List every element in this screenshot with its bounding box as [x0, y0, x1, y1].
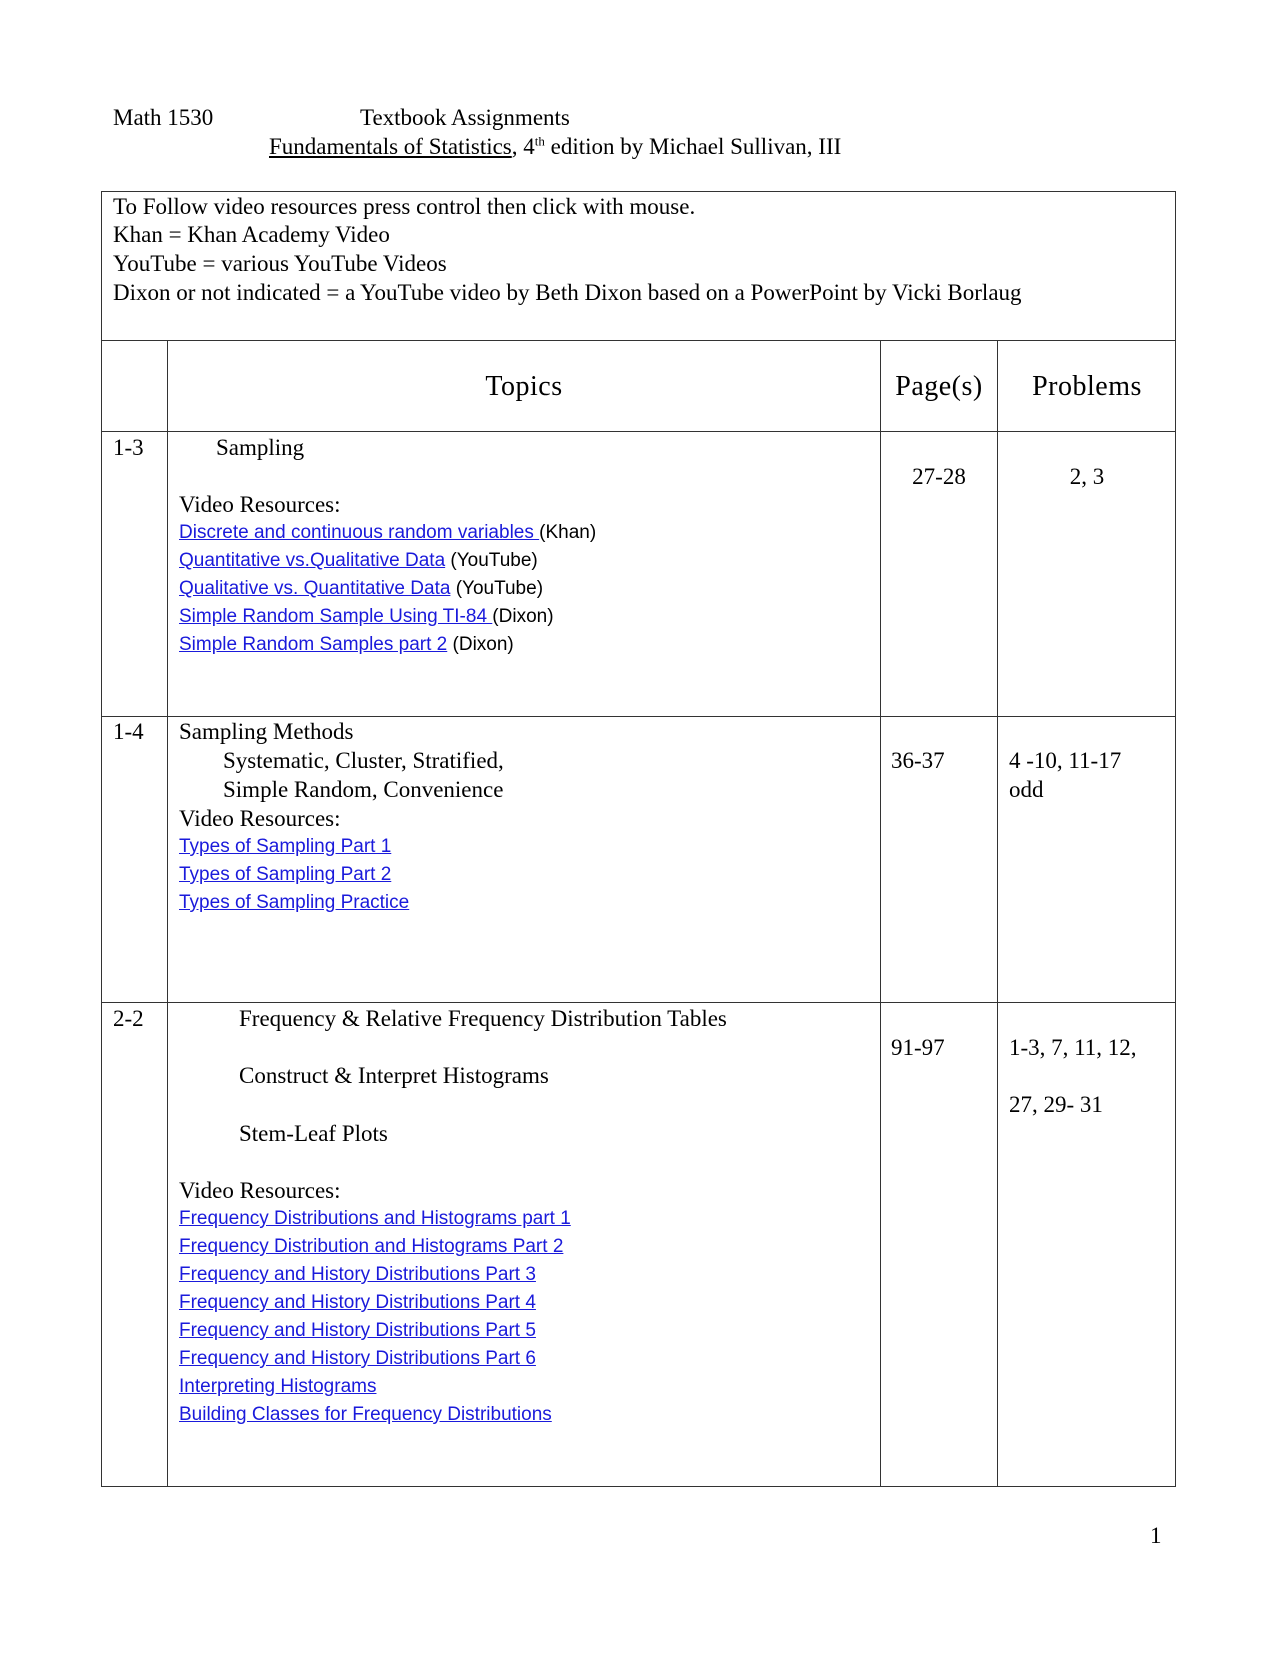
- problems-value: 1-3, 7, 11, 12,: [1009, 1035, 1137, 1060]
- video-link-row: [179, 861, 391, 888]
- video-link[interactable]: Frequency Distribution and Histograms Part 2: [179, 1236, 564, 1257]
- video-source: (Khan): [539, 522, 597, 543]
- video-link-row: [179, 1317, 536, 1344]
- video-link[interactable]: Types of Sampling Part 2: [179, 864, 392, 885]
- course-label: Math 1530: [113, 105, 214, 130]
- video-link[interactable]: Frequency and History Distributions Part 4: [179, 1292, 536, 1313]
- section-number: 2-2: [113, 1006, 144, 1031]
- video-link-row: [179, 1373, 376, 1400]
- video-link[interactable]: Simple Random Samples part 2: [179, 634, 448, 655]
- topic-title: Sampling Methods: [179, 719, 354, 744]
- edition-superscript: th: [534, 133, 545, 149]
- video-link[interactable]: Frequency Distributions and Histograms part 1: [179, 1208, 571, 1229]
- book-title: Fundamentals of Statistics: [269, 134, 512, 159]
- section-number: 1-4: [113, 719, 144, 744]
- video-link-row: [179, 1261, 536, 1288]
- video-link[interactable]: Building Classes for Frequency Distributions: [179, 1404, 552, 1425]
- pages-value: 91-97: [891, 1035, 945, 1060]
- col-divider-topics: [880, 340, 881, 1487]
- video-link[interactable]: Quantitative vs.Qualitative Data: [179, 550, 446, 571]
- document-title: Textbook Assignments: [360, 105, 570, 130]
- video-link[interactable]: Types of Sampling Part 1: [179, 836, 392, 857]
- header-topics: Topics: [485, 371, 563, 402]
- video-resources-label: Video Resources:: [179, 492, 341, 517]
- video-link-row: [179, 1233, 563, 1260]
- video-link-row: [179, 519, 596, 546]
- video-source: (Dixon): [447, 634, 514, 655]
- video-link-row: [179, 889, 409, 916]
- pages-value: 36-37: [891, 748, 945, 773]
- video-link[interactable]: Qualitative vs. Quantitative Data: [179, 578, 451, 599]
- intro-line-4: Dixon or not indicated = a YouTube video by Beth Dixon based on a PowerPoint by Vicki Borlaug: [113, 280, 1022, 305]
- video-link[interactable]: Discrete and continuous random variables: [179, 522, 540, 543]
- col-divider-section: [167, 340, 168, 1487]
- video-link-row: [179, 1205, 571, 1232]
- video-link-row: [179, 603, 554, 630]
- intro-line-1: To Follow video resources press control then click with mouse.: [113, 194, 696, 219]
- video-source: (YouTube): [450, 578, 544, 599]
- video-link-row: [179, 575, 543, 602]
- problems-value-cont: 27, 29- 31: [1009, 1092, 1103, 1117]
- video-link[interactable]: Frequency and History Distributions Part 5: [179, 1320, 536, 1341]
- video-link[interactable]: Types of Sampling Practice: [179, 892, 410, 913]
- problems-value-cont: odd: [1009, 777, 1044, 802]
- page-number: 1: [1150, 1523, 1162, 1548]
- subtopic: Systematic, Cluster, Stratified,: [223, 748, 504, 773]
- book-reference: [269, 133, 841, 161]
- intro-line-2: Khan = Khan Academy Video: [113, 222, 390, 247]
- video-link-row: [179, 1401, 552, 1428]
- topic-title: Stem-Leaf Plots: [239, 1121, 388, 1146]
- section-number: 1-3: [113, 435, 144, 460]
- row-divider-2: [101, 1002, 1176, 1003]
- problems-value: 2, 3: [1069, 464, 1105, 489]
- topic-title: Construct & Interpret Histograms: [239, 1063, 549, 1088]
- video-link[interactable]: Frequency and History Distributions Part 6: [179, 1348, 536, 1369]
- video-link[interactable]: Interpreting Histograms: [179, 1376, 377, 1397]
- video-source: (Dixon): [492, 606, 554, 627]
- video-link-row: [179, 1345, 536, 1372]
- col-divider-pages: [997, 340, 998, 1487]
- video-link-row: [179, 547, 538, 574]
- pages-value: 27-28: [912, 464, 966, 489]
- video-link[interactable]: Simple Random Sample Using TI-84: [179, 606, 493, 627]
- subtopic: Simple Random, Convenience: [223, 777, 504, 802]
- video-link-row: [179, 833, 391, 860]
- header-pages: Page(s): [895, 371, 983, 402]
- video-resources-label: Video Resources:: [179, 806, 341, 831]
- video-source: (YouTube): [445, 550, 538, 571]
- row-divider-1: [101, 716, 1176, 717]
- problems-value: 4 -10, 11-17: [1009, 748, 1122, 773]
- topic-title: Sampling: [216, 435, 305, 460]
- edition-author: edition by Michael Sullivan, III: [544, 134, 842, 159]
- edition-prefix: , 4: [511, 134, 535, 159]
- video-link[interactable]: Frequency and History Distributions Part 3: [179, 1264, 536, 1285]
- video-link-row: [179, 1289, 536, 1316]
- topic-title: Frequency & Relative Frequency Distribution Tables: [239, 1006, 727, 1031]
- video-resources-label: Video Resources:: [179, 1178, 341, 1203]
- header-problems: Problems: [1032, 371, 1142, 402]
- video-link-row: [179, 631, 514, 658]
- intro-line-3: YouTube = various YouTube Videos: [113, 251, 447, 276]
- row-divider-header: [101, 431, 1176, 432]
